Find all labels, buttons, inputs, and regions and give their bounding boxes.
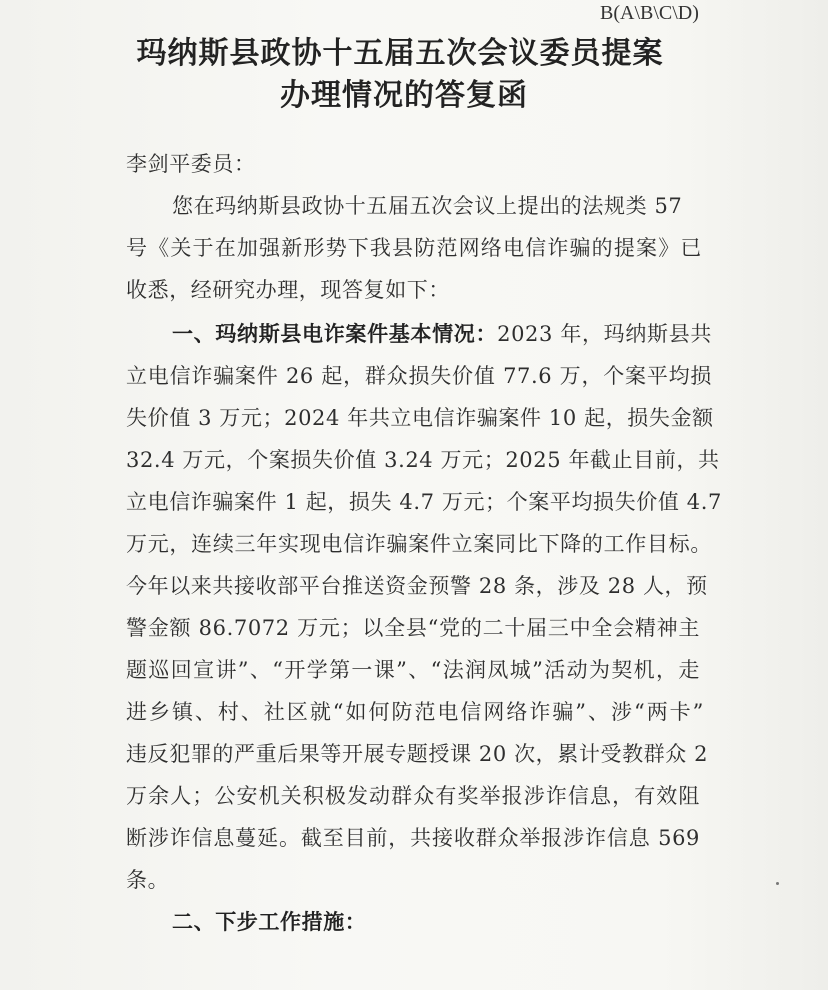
body-line: 号《关于在加强新形势下我县防范网络电信诈骗的提案》已 <box>126 236 702 260</box>
body-line: 失价值 3 万元；2024 年共立电信诈骗案件 10 起，损失金额 <box>126 406 714 430</box>
body-line: 今年以来共接收部平台推送资金预警 28 条，涉及 28 人，预 <box>126 574 708 598</box>
speck <box>776 882 779 885</box>
body-line: 32.4 万元，个案损失价值 3.24 万元；2025 年截止目前，共 <box>126 448 720 472</box>
body-line: 断涉诈信息蔓延。截至目前，共接收群众举报涉诈信息 569 <box>126 826 700 850</box>
section2-heading: 二、下步工作措施： <box>172 909 367 934</box>
body-line: 警金额 86.7072 万元；以全县“党的二十届三中全会精神主 <box>126 616 700 640</box>
body-line: 立电信诈骗案件 26 起，群众损失价值 77.6 万，个案平均损 <box>126 364 712 388</box>
body-line: 万余人；公安机关积极发动群众有奖举报涉诈信息，有效阻 <box>126 784 700 808</box>
section1-lead: 2023 年，玛纳斯县共 <box>497 322 712 346</box>
body-line: 万元，连续三年实现电信诈骗案件立案同比下降的工作目标。 <box>126 532 712 556</box>
salutation: 李剑平委员： <box>126 152 256 176</box>
body-line: 收悉，经研究办理，现答复如下： <box>126 278 450 302</box>
document-title-line2: 办理情况的答复函 <box>280 78 528 113</box>
body-line: 立电信诈骗案件 1 起，损失 4.7 万元；个案平均损失价值 4.7 <box>126 490 722 514</box>
body-line: 进乡镇、村、社区就“如何防范电信网络诈骗”、涉“两卡” <box>126 700 704 724</box>
section1-line <box>172 318 712 348</box>
body-line: 条。 <box>126 868 170 892</box>
body-line: 违反犯罪的严重后果等开展专题授课 20 次，累计受教群众 2 <box>126 742 709 766</box>
body-line: 您在玛纳斯县政协十五届五次会议上提出的法规类 57 <box>172 194 683 218</box>
section1-heading: 一、玛纳斯县电诈案件基本情况： <box>172 321 498 346</box>
grade-mark: B(A\B\C\D) <box>600 2 699 24</box>
body-line: 题巡回宣讲”、“开学第一课”、“法润凤城”活动为契机，走 <box>126 658 700 682</box>
document-title-line1: 玛纳斯县政协十五届五次会议委员提案 <box>136 36 664 71</box>
